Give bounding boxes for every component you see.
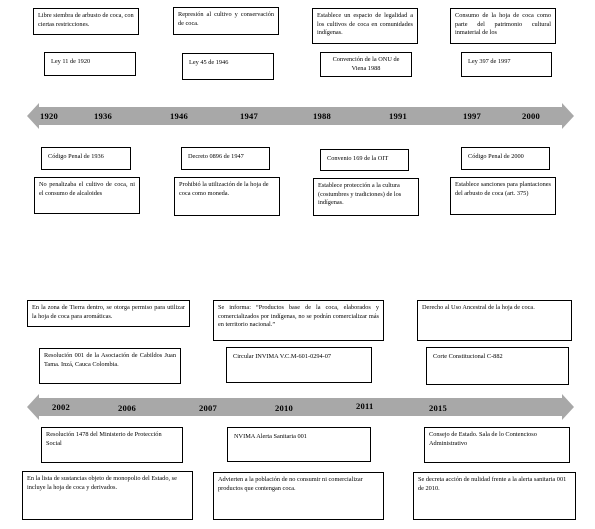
year-label-2010: 2010 xyxy=(275,403,293,413)
year-label-2011: 2011 xyxy=(356,401,374,411)
law-label-codigo-penal-1936: Código Penal de 1936 xyxy=(41,147,131,170)
event-description-convenio-169: Establece protección a la cultura (costumbres y tradiciones) de los indígenas. xyxy=(313,178,419,216)
event-description-2000: Establece sanciones para plantaciones del arbusto de coca (art. 375) xyxy=(450,177,556,215)
year-label-1988: 1988 xyxy=(313,111,331,121)
law-label-consejo-de-estado: Consejo de Estado. Sala de lo Contencioso Administrativo xyxy=(424,427,570,463)
law-label-ley-11-1920: Ley 11 de 1920 xyxy=(44,52,136,76)
year-label-1920: 1920 xyxy=(40,111,58,121)
double-arrow-shape xyxy=(27,394,574,420)
year-label-1991: 1991 xyxy=(389,111,407,121)
year-label-2002: 2002 xyxy=(52,402,70,412)
event-description-2002: En la zona de Tierra dentro, se otorga permiso para utilizar la hoja de coca para aromáticas. xyxy=(27,300,190,327)
event-description-2006: En la lista de sustancias objeto de monopolio del Estado, se incluye la hoja de coca y derivados. xyxy=(22,471,193,520)
event-description-1997: Consumo de la hoja de coca como parte del patrimonio cultural inmaterial de los xyxy=(450,8,556,44)
year-label-2006: 2006 xyxy=(118,403,136,413)
event-description-2015-nulidad: Se decreta acción de nulidad frente a la alerta sanitaria 001 de 2010. xyxy=(413,472,576,520)
law-label-circular-invima: Circular INVIMA V.C.M-601-0294-07 xyxy=(226,347,372,383)
law-label-resolucion-001-cabildos: Resolución 001 de la Asociación de Cabildos Juan Tama. Inzá, Cauca Colombia. xyxy=(39,348,181,384)
law-label-ley-45-1946: Ley 45 de 1946 xyxy=(182,53,274,80)
law-label-ley-397-1997: Ley 397 de 1997 xyxy=(461,52,552,77)
event-description-2010: Advierten a la población de no consumir ni comercializar productos que contengan coca. xyxy=(213,472,384,520)
event-description-1920: Libre siembra de arbusto de coca, con ciertas restricciones. xyxy=(33,8,139,35)
law-label-convenio-169-oit: Convenio 169 de la OIT xyxy=(320,149,409,171)
law-label-codigo-penal-2000: Código Penal de 2000 xyxy=(461,147,550,170)
year-label-2015: 2015 xyxy=(429,403,447,413)
event-description-1936: No penalizaba el cultivo de coca, ni el consumo de alcaloides xyxy=(34,177,140,214)
law-label-convencion-onu-1988: Convención de la ONU de Viena 1988 xyxy=(320,52,412,77)
event-description-1946: Represión al cultivo y conservación de coca. xyxy=(173,7,279,35)
law-label-resolucion-1478: Resolución 1478 del Ministerio de Protección Social xyxy=(41,427,183,463)
law-label-invima-alerta-001: NVIMA Alerta Sanitaria 001 xyxy=(227,427,371,462)
event-description-2015: Derecho al Uso Ancestral de la hoja de coca. xyxy=(417,300,572,341)
year-label-2000: 2000 xyxy=(522,111,540,121)
year-label-2007: 2007 xyxy=(199,403,217,413)
event-description-1988: Establece un espacio de legalidad a los cultivos de coca en comunidades indígenas. xyxy=(312,8,418,44)
event-description-1947: Prohibió la utilización de la hoja de coca como moneda. xyxy=(174,177,280,216)
event-description-2007: Se informa: “Productos base de la coca, elaborados y comercializados por indígenas, no se podrán comercializar más en territorio nacional.” xyxy=(213,300,384,341)
year-label-1936: 1936 xyxy=(94,111,112,121)
law-label-corte-constitucional-c882: Corte Constitucional C-882 xyxy=(426,347,569,385)
year-label-1946: 1946 xyxy=(170,111,188,121)
year-label-1997: 1997 xyxy=(463,111,481,121)
year-label-1947: 1947 xyxy=(240,111,258,121)
timeline-arrow-2 xyxy=(27,394,574,420)
law-label-decreto-0896-1947: Decreto 0896 de 1947 xyxy=(181,147,270,170)
